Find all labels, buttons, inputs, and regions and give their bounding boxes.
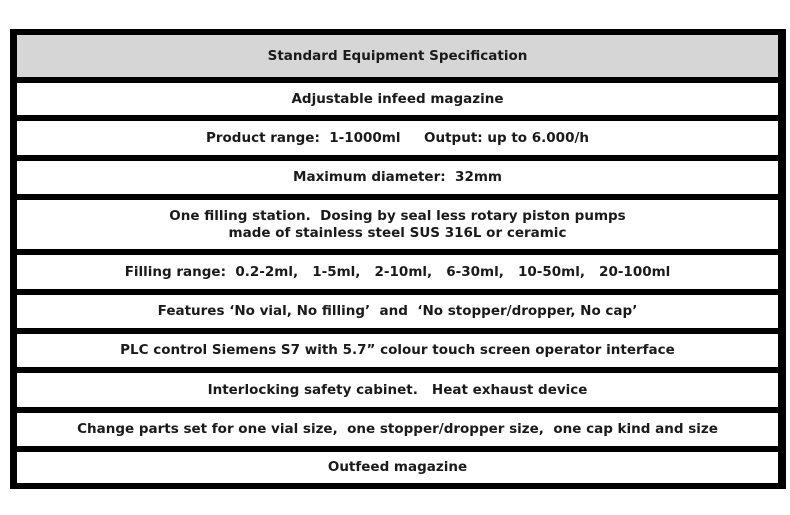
spec-row-filling-station bbox=[17, 200, 778, 249]
spec-row-safety-cabinet bbox=[17, 373, 778, 407]
spec-text: Maximum diameter: 32mm bbox=[293, 169, 502, 185]
spec-row-product-range bbox=[17, 121, 778, 155]
table-header bbox=[17, 35, 778, 77]
spec-text: Features ‘No vial, No filling’ and ‘No stopper/dropper, No cap’ bbox=[157, 303, 638, 319]
spec-text: Outfeed magazine bbox=[327, 459, 468, 475]
spec-row-change-parts bbox=[17, 413, 778, 446]
spec-text-line-2: made of stainless steel SUS 316L or ceramic bbox=[228, 224, 567, 241]
header-text: Standard Equipment Specification bbox=[267, 47, 528, 64]
spec-row-diameter bbox=[17, 161, 778, 194]
spec-row-outfeed bbox=[17, 452, 778, 483]
spec-row-infeed bbox=[17, 83, 778, 115]
spec-text: Adjustable infeed magazine bbox=[291, 90, 504, 107]
spec-text: Filling range: 0.2-2ml, 1-5ml, 2-10ml, 6-30ml, 10-50ml, 20-100ml bbox=[124, 263, 671, 280]
spec-row-features bbox=[17, 295, 778, 328]
spec-text: Product range: 1-1000ml Output: up to 6.000/h bbox=[205, 129, 590, 146]
spec-row-filling-range bbox=[17, 255, 778, 289]
spec-text: Change parts set for one vial size, one stopper/dropper size, one cap kind and size bbox=[77, 421, 718, 437]
specification-table bbox=[10, 29, 786, 489]
spec-text: PLC control Siemens S7 with 5.7” colour touch screen operator interface bbox=[120, 342, 675, 358]
spec-text: Interlocking safety cabinet. Heat exhaust device bbox=[207, 381, 588, 398]
spec-text-line-1: One filling station. Dosing by seal less rotary piston pumps bbox=[169, 207, 626, 224]
spec-row-plc-control bbox=[17, 334, 778, 367]
